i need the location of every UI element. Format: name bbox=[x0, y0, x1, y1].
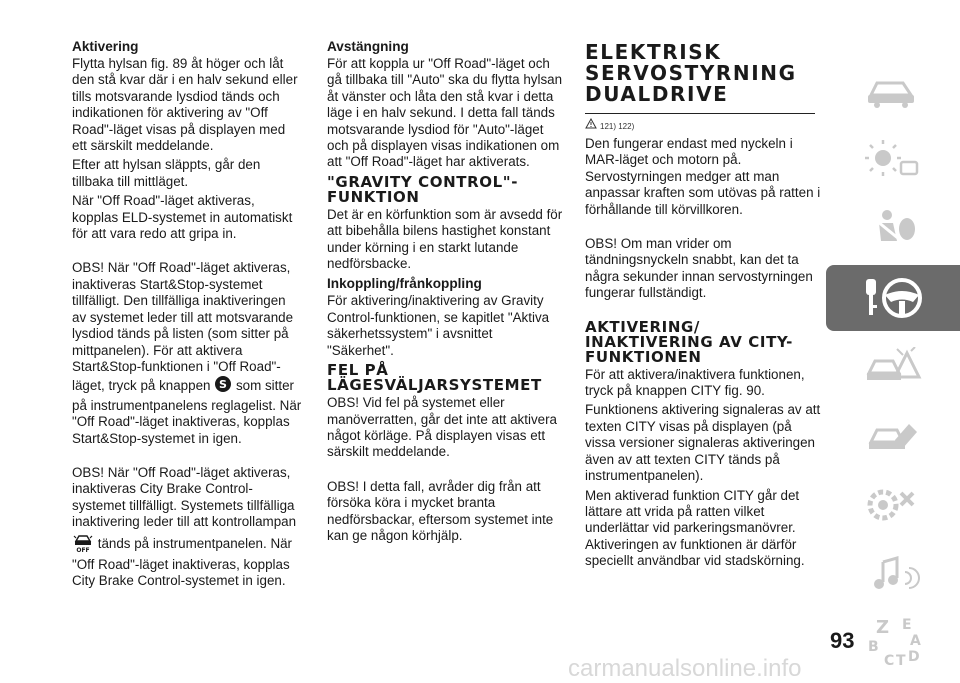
tab-emergency[interactable] bbox=[826, 334, 960, 400]
off-label: OFF bbox=[76, 546, 90, 553]
divider bbox=[585, 113, 815, 114]
tab-multimedia[interactable] bbox=[826, 541, 960, 607]
index-letter: B bbox=[868, 639, 879, 655]
heading-gravity-control: "GRAVITY CONTROL"-FUNKTION bbox=[327, 172, 519, 206]
tab-dashboard[interactable] bbox=[826, 58, 960, 124]
warning-refs-text: 121) 122) bbox=[600, 121, 635, 131]
start-stop-button-icon bbox=[214, 375, 232, 397]
column-left bbox=[72, 38, 302, 593]
paragraph: Den fungerar endast med nyckeln i MAR-läget och motorn på. Servostyrningen medger att man anpassar kraften som utövas på ratten i förhållande till körvillkoren. bbox=[585, 136, 821, 217]
paragraph: Men aktiverad funktion CITY går det lättare att vrida på ratten vilket underlättar vid parkeringsmanövrer. Aktiveringen av funktionen är därför speciellt användbar vid stadskörning. bbox=[585, 487, 805, 569]
paragraph: Efter att hylsan släppts, går den tillbaka till mittläget. bbox=[72, 157, 261, 189]
paragraph: OBS! I detta fall, avråder dig från att försöka köra i mycket branta nedförsbackar, eftersom systemet inte kan ge någon körhjälp. bbox=[327, 478, 554, 543]
tab-starting-driving[interactable] bbox=[826, 265, 960, 331]
heading-city-funktionen: AKTIVERING/ INAKTIVERING AV CITY-FUNKTIONEN bbox=[585, 317, 793, 366]
paragraph-obs-start-stop bbox=[72, 260, 302, 446]
heading-fel: FEL PÅ LÄGESVÄLJARSYSTEMET bbox=[327, 361, 542, 395]
paragraph: OBS! Vid fel på systemet eller manöverratten, går det inte att aktivera något körläge. På displayen visas ett särskilt meddelande. bbox=[327, 395, 557, 460]
warning-lights-icon bbox=[863, 140, 923, 180]
tab-maintenance[interactable] bbox=[826, 403, 960, 469]
paragraph: För att aktivera/inaktivera funktionen, tryck på knappen CITY fig. 90. bbox=[585, 366, 805, 399]
seatbelt-airbag-icon bbox=[863, 207, 923, 251]
index-letter: A bbox=[910, 633, 921, 649]
warning-triangle-icon bbox=[585, 118, 597, 135]
heading-inkoppling: Inkoppling/frånkoppling bbox=[327, 276, 482, 292]
svg-text:S: S bbox=[219, 378, 228, 392]
paragraph: OBS! Om man vrider om tändningsnyckeln snabbt, kan det ta några sekunder innan servostyrningen fungerar fullständigt. bbox=[585, 236, 813, 301]
index-letter: T bbox=[896, 653, 906, 669]
page-number: 93 bbox=[830, 628, 855, 653]
index-letter: D bbox=[908, 649, 920, 665]
tab-safety[interactable] bbox=[826, 196, 960, 262]
paragraph: För att koppla ur "Off Road"-läget och gå tillbaka till "Auto" ska du flytta hylsan åt vänster och låta den stå kvar i detta läge i en halv sekund. I detta fall tänds motsvarande lysdiod för "Auto"-läget och på displayen visas indikationen om att "Off Road"-läget har aktiverats. bbox=[327, 56, 563, 170]
city-brake-off-warning-icon bbox=[72, 531, 94, 557]
key-steering-wheel-icon bbox=[858, 275, 928, 321]
car-dashboard-icon bbox=[863, 71, 923, 111]
text-part: OBS! När "Off Road"-läget aktiveras, inaktiveras City Brake Control-systemet tillfälligt. Systemets tillfälliga inaktivering leder till att kontrollampan bbox=[72, 464, 297, 530]
warning-references bbox=[585, 120, 821, 134]
heading-elektrisk-servostyrning: ELEKTRISK SERVOSTYRNING DUALDRIVE bbox=[585, 40, 797, 106]
technical-data-icon bbox=[863, 483, 923, 527]
text-part: OBS! När "Off Road"-läget aktiveras, inaktiveras Start&Stop-systemet tillfälligt. Den tillfälliga inaktiveringen av systemet leder till att motsvarande lysdiod tänds på listen (som sitter på mittpanelen). För att aktivera Start&Stop-funktionen i "Off Road"-läget, tryck på knappen bbox=[72, 260, 294, 394]
heading-avstangning: Avstängning bbox=[327, 39, 409, 54]
tab-warning-lights[interactable] bbox=[826, 127, 960, 193]
paragraph: Det är en körfunktion som är avsedd för att bibehålla bilens hastighet konstant under körning i en starkt lutande nedförsbacke. bbox=[327, 206, 563, 272]
index-letter: Z bbox=[876, 617, 890, 638]
text-part: som sitter på instrumentpanelens reglagelist. När "Off Road"-läget inaktiveras, kopplas Start&Stop-systemet in igen. bbox=[72, 378, 302, 446]
column-right bbox=[585, 38, 821, 573]
paragraph: Flytta hylsan fig. 89 åt höger och låt den stå kvar där i en halv sekund eller tills motsvarande lysdiod tänds och indikationen för aktivering av "Off Road"-läget visas på displayen med ett särskilt meddelande. bbox=[72, 56, 298, 154]
paragraph-obs-city-brake bbox=[72, 465, 302, 590]
paragraph: För aktivering/inaktivering av Gravity Control-funktionen, se kapitlet "Aktiva säkerhetssystem" i avsnittet "Säkerhet". bbox=[327, 293, 550, 358]
index-letter: E bbox=[902, 617, 912, 633]
maintenance-icon bbox=[863, 416, 923, 456]
paragraph: När "Off Road"-läget aktiveras, kopplas ELD-systemet in automatiskt för att vara redo att gripa in. bbox=[72, 193, 293, 242]
multimedia-icon bbox=[863, 554, 923, 594]
index-letter: C bbox=[884, 653, 895, 669]
emergency-icon bbox=[863, 347, 923, 387]
heading-aktivering: Aktivering bbox=[72, 39, 139, 54]
watermark: carmanualsonline.info bbox=[568, 655, 802, 682]
text-part: tänds på instrumentpanelen. När "Off Road"-läget inaktiveras, kopplas City Brake Control-systemet in igen. bbox=[72, 535, 293, 589]
tab-technical-data[interactable] bbox=[826, 472, 960, 538]
column-middle bbox=[327, 38, 563, 547]
paragraph: Funktionens aktivering signaleras av att texten CITY visas på displayen (på vissa versioner signaleras aktiveringen även av att texten CITY tänds på instrumentpanelen). bbox=[585, 402, 821, 484]
chapter-tabs bbox=[826, 58, 960, 679]
